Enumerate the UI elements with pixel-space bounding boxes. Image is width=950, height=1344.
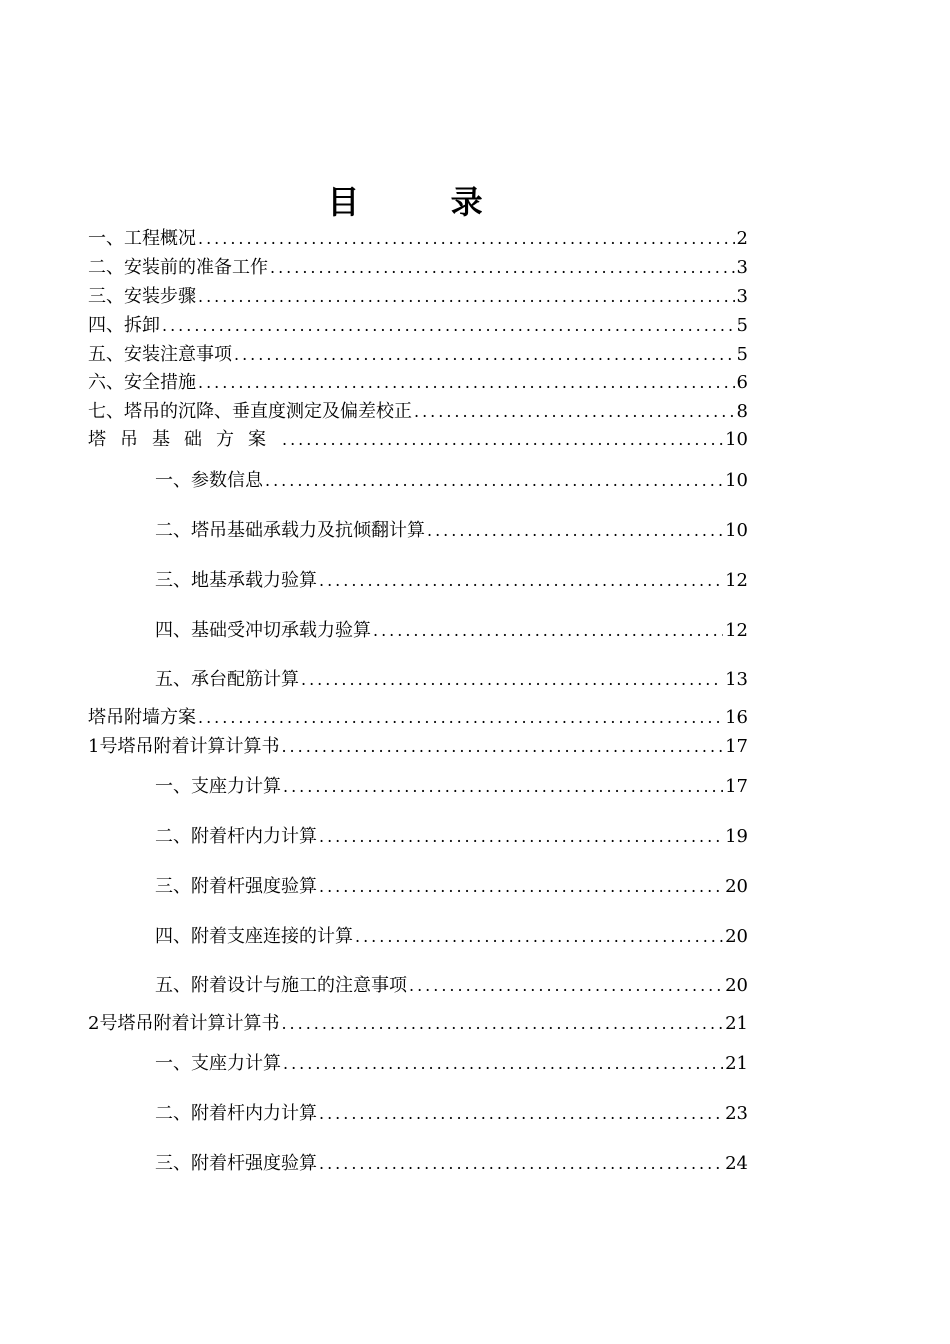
toc-entry-label: 五、附着设计与施工的注意事项 [155,975,407,996]
toc-entry-page: 19 [725,826,748,847]
toc-leader-dots [319,569,723,593]
toc-title: 目 录 [327,183,523,221]
toc-leader-dots [427,519,723,543]
toc-entry-page: 6 [736,372,748,393]
toc-entry[interactable] [155,569,748,593]
toc-entry[interactable] [155,875,748,899]
toc-entry[interactable] [88,285,748,309]
toc-entry[interactable] [88,371,748,395]
toc-entry-label: 六、安全措施 [88,372,196,393]
toc-entry-page: 20 [725,975,748,996]
toc-entry-page: 5 [736,315,748,336]
toc-entry[interactable] [155,775,748,799]
toc-leader-dots [281,735,723,759]
toc-leader-dots [283,775,723,799]
toc-entry-page: 2 [736,228,748,249]
toc-entry-page: 10 [725,429,748,450]
toc-entry-label: 二、安装前的准备工作 [88,257,268,278]
toc-leader-dots [282,428,723,452]
toc-entry-label: 一、支座力计算 [155,776,281,797]
toc-entry[interactable] [155,825,748,849]
toc-leader-dots [301,668,723,692]
toc-entry-page: 12 [725,620,748,641]
toc-entry-label: 三、安装步骤 [88,286,196,307]
toc-entry-page: 5 [736,344,748,365]
toc-leader-dots [265,469,723,493]
toc-entry-label: 三、附着杆强度验算 [155,1153,317,1174]
toc-entry[interactable] [155,469,748,493]
toc-entry-label: 二、附着杆内力计算 [155,826,317,847]
toc-leader-dots [281,1012,723,1036]
toc-entry[interactable] [155,1052,748,1076]
toc-entry-page: 23 [725,1103,748,1124]
toc-leader-dots [355,925,723,949]
toc-leader-dots [234,343,735,367]
toc-entry-label: 2号塔吊附着计算计算书 [88,1013,280,1034]
toc-entry-label: 塔吊基础方案 [88,429,280,450]
toc-leader-dots [283,1052,723,1076]
toc-entry-page: 3 [736,286,748,307]
toc-leader-dots [319,825,723,849]
toc-entry[interactable] [155,519,748,543]
toc-entry-label: 塔吊附墙方案 [88,707,196,728]
toc-leader-dots [270,256,735,280]
toc-entry[interactable] [88,1012,748,1036]
toc-entry-page: 20 [725,876,748,897]
toc-entry[interactable] [88,256,748,280]
toc-entry-label: 三、附着杆强度验算 [155,876,317,897]
toc-entry[interactable] [88,314,748,338]
toc-entry-page: 24 [725,1153,748,1174]
toc-entry-page: 10 [725,470,748,491]
toc-entry-page: 20 [725,926,748,947]
toc-entry-page: 17 [725,736,748,757]
toc-leader-dots [319,1152,723,1176]
toc-leader-dots [414,400,735,424]
toc-entry[interactable] [155,1102,748,1126]
toc-entry-label: 七、塔吊的沉降、垂直度测定及偏差校正 [88,401,412,422]
toc-leader-dots [198,371,735,395]
toc-entry-page: 3 [736,257,748,278]
toc-leader-dots [409,974,723,998]
toc-leader-dots [319,875,723,899]
toc-leader-dots [198,706,723,730]
toc-entry-label: 四、拆卸 [88,315,160,336]
toc-entry[interactable] [88,400,748,424]
toc-entry[interactable] [88,428,748,452]
toc-entry-page: 12 [725,570,748,591]
toc-entry-page: 17 [725,776,748,797]
toc-entry-label: 三、地基承载力验算 [155,570,317,591]
toc-entry-label: 五、承台配筋计算 [155,669,299,690]
toc-entry[interactable] [88,706,748,730]
toc-entry[interactable] [88,227,748,251]
toc-entry-label: 一、支座力计算 [155,1053,281,1074]
toc-leader-dots [373,619,723,643]
toc-entry-label: 二、塔吊基础承载力及抗倾翻计算 [155,520,425,541]
toc-entry[interactable] [88,343,748,367]
toc-entry-page: 10 [725,520,748,541]
toc-entry-label: 一、参数信息 [155,470,263,491]
toc-entry[interactable] [155,974,748,998]
toc-entry[interactable] [155,1152,748,1176]
toc-entry-label: 一、工程概况 [88,228,196,249]
toc-leader-dots [198,285,735,309]
toc-entry[interactable] [155,925,748,949]
toc-entry-page: 8 [736,401,748,422]
toc-leader-dots [162,314,735,338]
toc-entry-label: 二、附着杆内力计算 [155,1103,317,1124]
toc-entry-label: 四、附着支座连接的计算 [155,926,353,947]
toc-entry-page: 21 [725,1013,748,1034]
toc-entry-label: 四、基础受冲切承载力验算 [155,620,371,641]
toc-leader-dots [198,227,735,251]
toc-entry-page: 21 [725,1053,748,1074]
toc-entry[interactable] [155,619,748,643]
toc-entry-label: 五、安装注意事项 [88,344,232,365]
toc-entry-page: 16 [725,707,748,728]
toc-entry-label: 1号塔吊附着计算计算书 [88,736,280,757]
toc-entry[interactable] [88,735,748,759]
toc-entry[interactable] [155,668,748,692]
toc-leader-dots [319,1102,723,1126]
toc-entry-page: 13 [725,669,748,690]
